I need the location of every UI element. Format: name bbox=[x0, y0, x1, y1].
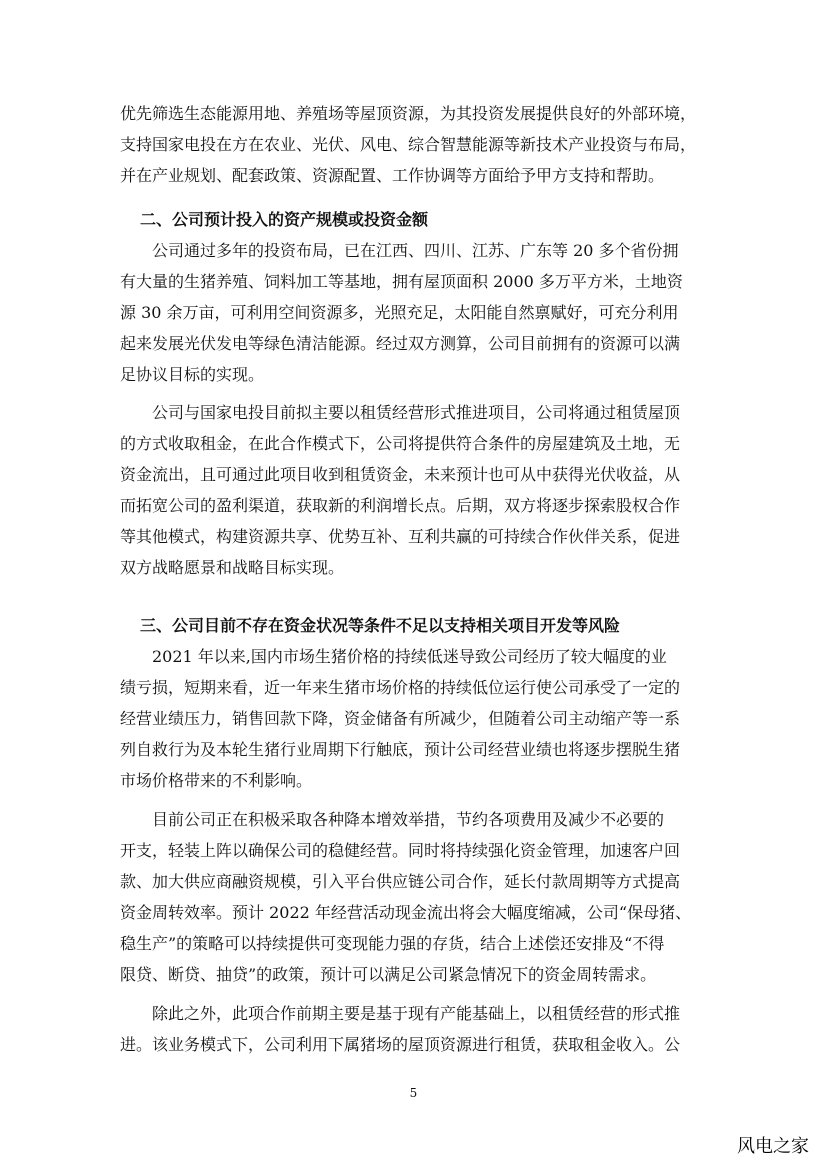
text-line: 支持国家电投在方在农业、光伏、风电、综合智慧能源等新技术产业投资与布局， bbox=[120, 135, 697, 154]
text-line: 2021 年以来,国内市场生猪价格的持续低迷导致公司经历了较大幅度的业 bbox=[152, 647, 667, 666]
text-line: 稳生产”的策略可以持续提供可变现能力强的存货，结合上述偿还安排及“不得 bbox=[120, 934, 665, 953]
text-line: 等其他模式，构建资源共享、优势互补、互利共赢的可持续合作伙伴关系，促进 bbox=[120, 527, 681, 546]
section-3-heading: 三、公司目前不存在资金状况等条件不足以支持相关项目开发等风险 bbox=[140, 616, 621, 635]
text-line: 进。该业务模式下，公司利用下属猪场的屋顶资源进行租赁，获取租金收入。公 bbox=[120, 1035, 681, 1054]
text-line: 目前公司正在积极采取各种降本增效举措，节约各项费用及减少不必要的 bbox=[152, 810, 665, 829]
text-line: 起来发展光伏发电等绿色清洁能源。经过双方测算，公司目前拥有的资源可以满 bbox=[120, 334, 681, 353]
text-line: 公司与国家电投目前拟主要以租赁经营形式推进项目，公司将通过租赁屋顶 bbox=[152, 403, 681, 422]
text-line: 绩亏损，短期来看，近一年来生猪市场价格的持续低位运行使公司承受了一定的 bbox=[120, 678, 681, 697]
text-line: 列自救行为及本轮生猪行业周期下行触底，预计公司经营业绩也将逐步摆脱生猪 bbox=[120, 740, 681, 759]
page-number: 5 bbox=[409, 1086, 418, 1100]
text-line: 而拓宽公司的盈利渠道，获取新的利润增长点。后期，双方将逐步探索股权合作 bbox=[120, 496, 681, 515]
section-2 bbox=[120, 204, 710, 235]
text-line: 有大量的生猪养殖、饲料加工等基地，拥有屋顶面积 2000 多万平方米，土地资 bbox=[120, 272, 683, 291]
text-line: 优先筛选生态能源用地、养殖场等屋顶资源，为其投资发展提供良好的外部环境， bbox=[120, 104, 697, 123]
section-3-paragraph-3 bbox=[120, 998, 710, 1060]
text-line: 资金周转效率。预计 2022 年经营活动现金流出将会大幅度缩减，公司“保母猪、 bbox=[120, 903, 692, 922]
section-3-paragraph-2 bbox=[120, 804, 710, 990]
text-line: 经营业绩压力，销售回款下降，资金储备有所减少，但随着公司主动缩产等一系 bbox=[120, 709, 681, 728]
text-line: 款、加大供应商融资规模，引入平台供应链公司合作，延长付款周期等方式提高 bbox=[120, 872, 681, 891]
section-3-paragraph-1 bbox=[120, 641, 710, 796]
text-line: 源 30 余万亩，可利用空间资源多，光照充足，太阳能自然禀赋好，可充分利用 bbox=[120, 303, 679, 322]
section-2-paragraph-2 bbox=[120, 397, 710, 583]
text-line: 除此之外，此项合作前期主要是基于现有产能基础上，以租赁经营的形式推 bbox=[152, 1004, 681, 1023]
section-2-heading: 二、公司预计投入的资产规模或投资金额 bbox=[140, 210, 429, 229]
text-line: 限贷、断贷、抽贷”的政策，预计可以满足公司紧急情况下的资金周转需求。 bbox=[120, 965, 657, 984]
text-line: 市场价格带来的不利影响。 bbox=[120, 771, 313, 790]
text-line: 的方式收取租金，在此合作模式下，公司将提供符合条件的房屋建筑及土地，无 bbox=[120, 434, 681, 453]
text-line: 双方战略愿景和战略目标实现。 bbox=[120, 558, 345, 577]
text-line: 并在产业规划、配套政策、资源配置、工作协调等方面给予甲方支持和帮助。 bbox=[120, 166, 665, 185]
text-line: 足协议目标的实现。 bbox=[120, 365, 265, 384]
section-3 bbox=[120, 610, 710, 641]
section-2-paragraph-1 bbox=[120, 235, 710, 390]
text-line: 资金流出，且可通过此项目收到租赁资金，未来预计也可从中获得光伏收益，从 bbox=[120, 465, 681, 484]
intro-paragraph bbox=[120, 98, 710, 191]
watermark-text: 风电之家 bbox=[737, 1136, 809, 1157]
text-line: 公司通过多年的投资布局，已在江西、四川、江苏、广东等 20 多个省份拥 bbox=[152, 241, 679, 260]
text-line: 开支，轻装上阵以确保公司的稳健经营。同时将持续强化资金管理，加速客户回 bbox=[120, 841, 681, 860]
